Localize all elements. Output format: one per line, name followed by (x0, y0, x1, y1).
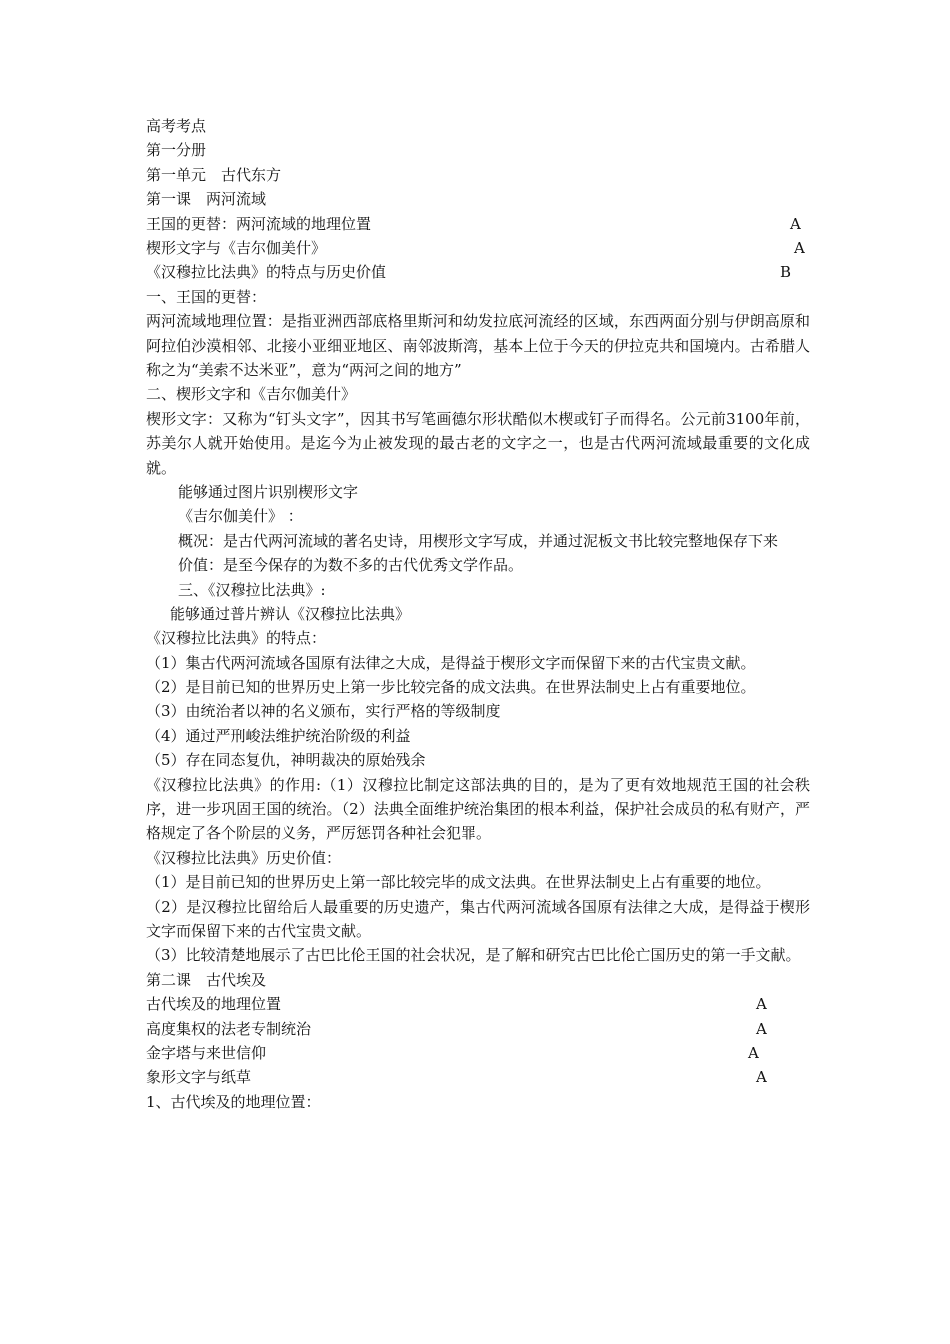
topic-text: 楔形文字与《吉尔伽美什》 (146, 238, 327, 257)
topic-row (146, 992, 810, 1016)
topic-grade: A (794, 238, 805, 257)
section-heading: 二、楔形文字和《吉尔伽美什》 (146, 385, 357, 404)
topic-row (146, 236, 810, 260)
subheading: 《汉穆拉比法典》历史价值： (146, 848, 342, 867)
section-heading: 三、《汉穆拉比法典》: (178, 580, 326, 599)
paragraph: 《汉穆拉比法典》的作用:（1）汉穆拉比制定这部法典的目的，是为了更有效地规范王国的社会秩序，进一步巩固王国的统治。（2）法典全面维护统治集团的根本利益，保护社会成员的私有财产，严格规定了各个阶层的义务，严厉惩罚各种社会犯罪。 (146, 775, 810, 843)
note-line: 能够通过普片辨认《汉穆拉比法典》 (170, 604, 411, 623)
overview-text: 概况：是古代两河流域的著名史诗，用楔形文字写成，并通过泥板文书比较完整地保存下来 (178, 531, 779, 550)
topic-row (146, 260, 810, 284)
list-item: （4）通过严刑峻法维护统治阶级的利益 (146, 726, 411, 745)
list-item: （3）比较清楚地展示了古巴比伦王国的社会状况，是了解和研究古巴比伦亡国历史的第一手文献。 (146, 946, 801, 965)
paragraph (146, 529, 810, 553)
note-line: 能够通过图片识别楔形文字 (178, 482, 359, 501)
note-line: 价值：是至今保存的为数不多的古代优秀文学作品。 (178, 556, 524, 575)
topic-text: 《汉穆拉比法典》的特点与历史价值 (146, 263, 387, 282)
topic-row (146, 1041, 810, 1065)
topic-text: 古代埃及的地理位置 (146, 995, 282, 1014)
topic-grade: A (756, 1019, 767, 1038)
topic-row (146, 1065, 810, 1089)
topic-text: 高度集权的法老专制统治 (146, 1019, 312, 1038)
topic-grade: B (780, 263, 792, 282)
list-item: （3）由统治者以神的名义颁布，实行严格的等级制度 (146, 702, 501, 721)
paragraph: 楔形文字：又称为“钉头文字”，因其书写笔画德尔形状酷似木楔或钉子而得名。公元前3100年前，苏美尔人就开始使用。是迄今为止被发现的最古老的文字之一，也是古代两河流域最重要的文化成就。 (146, 409, 810, 477)
list-item: （2）是汉穆拉比留给后人最重要的历史遗产，集古代两河流域各国原有法律之大成，是得益于楔形文字而保留下来的古代宝贵文献。 (146, 897, 810, 941)
unit-title: 第一单元 古代东方 (146, 165, 282, 184)
topic-grade: A (790, 214, 801, 233)
list-item: （1）集古代两河流域各国原有法律之大成，是得益于楔形文字而保留下来的古代宝贵文献。 (146, 653, 756, 672)
volume-title: 第一分册 (146, 141, 207, 160)
section-heading: 一、王国的更替： (146, 287, 267, 306)
list-item: （1）是目前已知的世界历史上第一部比较完毕的成文法典。在世界法制史上占有重要的地位。 (146, 873, 771, 892)
paragraph: 两河流域地理位置：是指亚洲西部底格里斯河和幼发拉底河流经的区域，东西两面分别与伊朗高原和阿拉伯沙漠相邻、北接小亚细亚地区、南邻波斯湾，基本上位于今天的伊拉克共和国境内。古希腊人称之为“美索不达米亚”，意为“两河之间的地方” (146, 312, 810, 379)
topic-grade: A (756, 995, 767, 1014)
document-page (146, 114, 810, 1114)
topic-grade: A (748, 1044, 759, 1063)
list-item: （5）存在同态复仇，神明裁决的原始残余 (146, 751, 426, 770)
lesson1-title: 第一课 两河流域 (146, 190, 267, 209)
subheading: 《汉穆拉比法典》的特点： (146, 629, 327, 648)
section-heading: 1、古代埃及的地理位置： (146, 1092, 321, 1111)
topic-text: 象形文字与纸草 (146, 1068, 252, 1087)
lesson2-title: 第二课 古代埃及 (146, 970, 267, 989)
topic-row (146, 1017, 810, 1041)
topic-text: 王国的更替：两河流域的地理位置 (146, 214, 372, 233)
note-line: 《吉尔伽美什》 ： (178, 507, 303, 526)
topic-row (146, 212, 810, 236)
list-item: （2）是目前已知的世界历史上第一步比较完备的成文法典。在世界法制史上占有重要地位。 (146, 678, 756, 697)
topic-text: 金字塔与来世信仰 (146, 1044, 267, 1063)
doc-title: 高考考点 (146, 117, 207, 135)
topic-grade: A (756, 1068, 767, 1087)
